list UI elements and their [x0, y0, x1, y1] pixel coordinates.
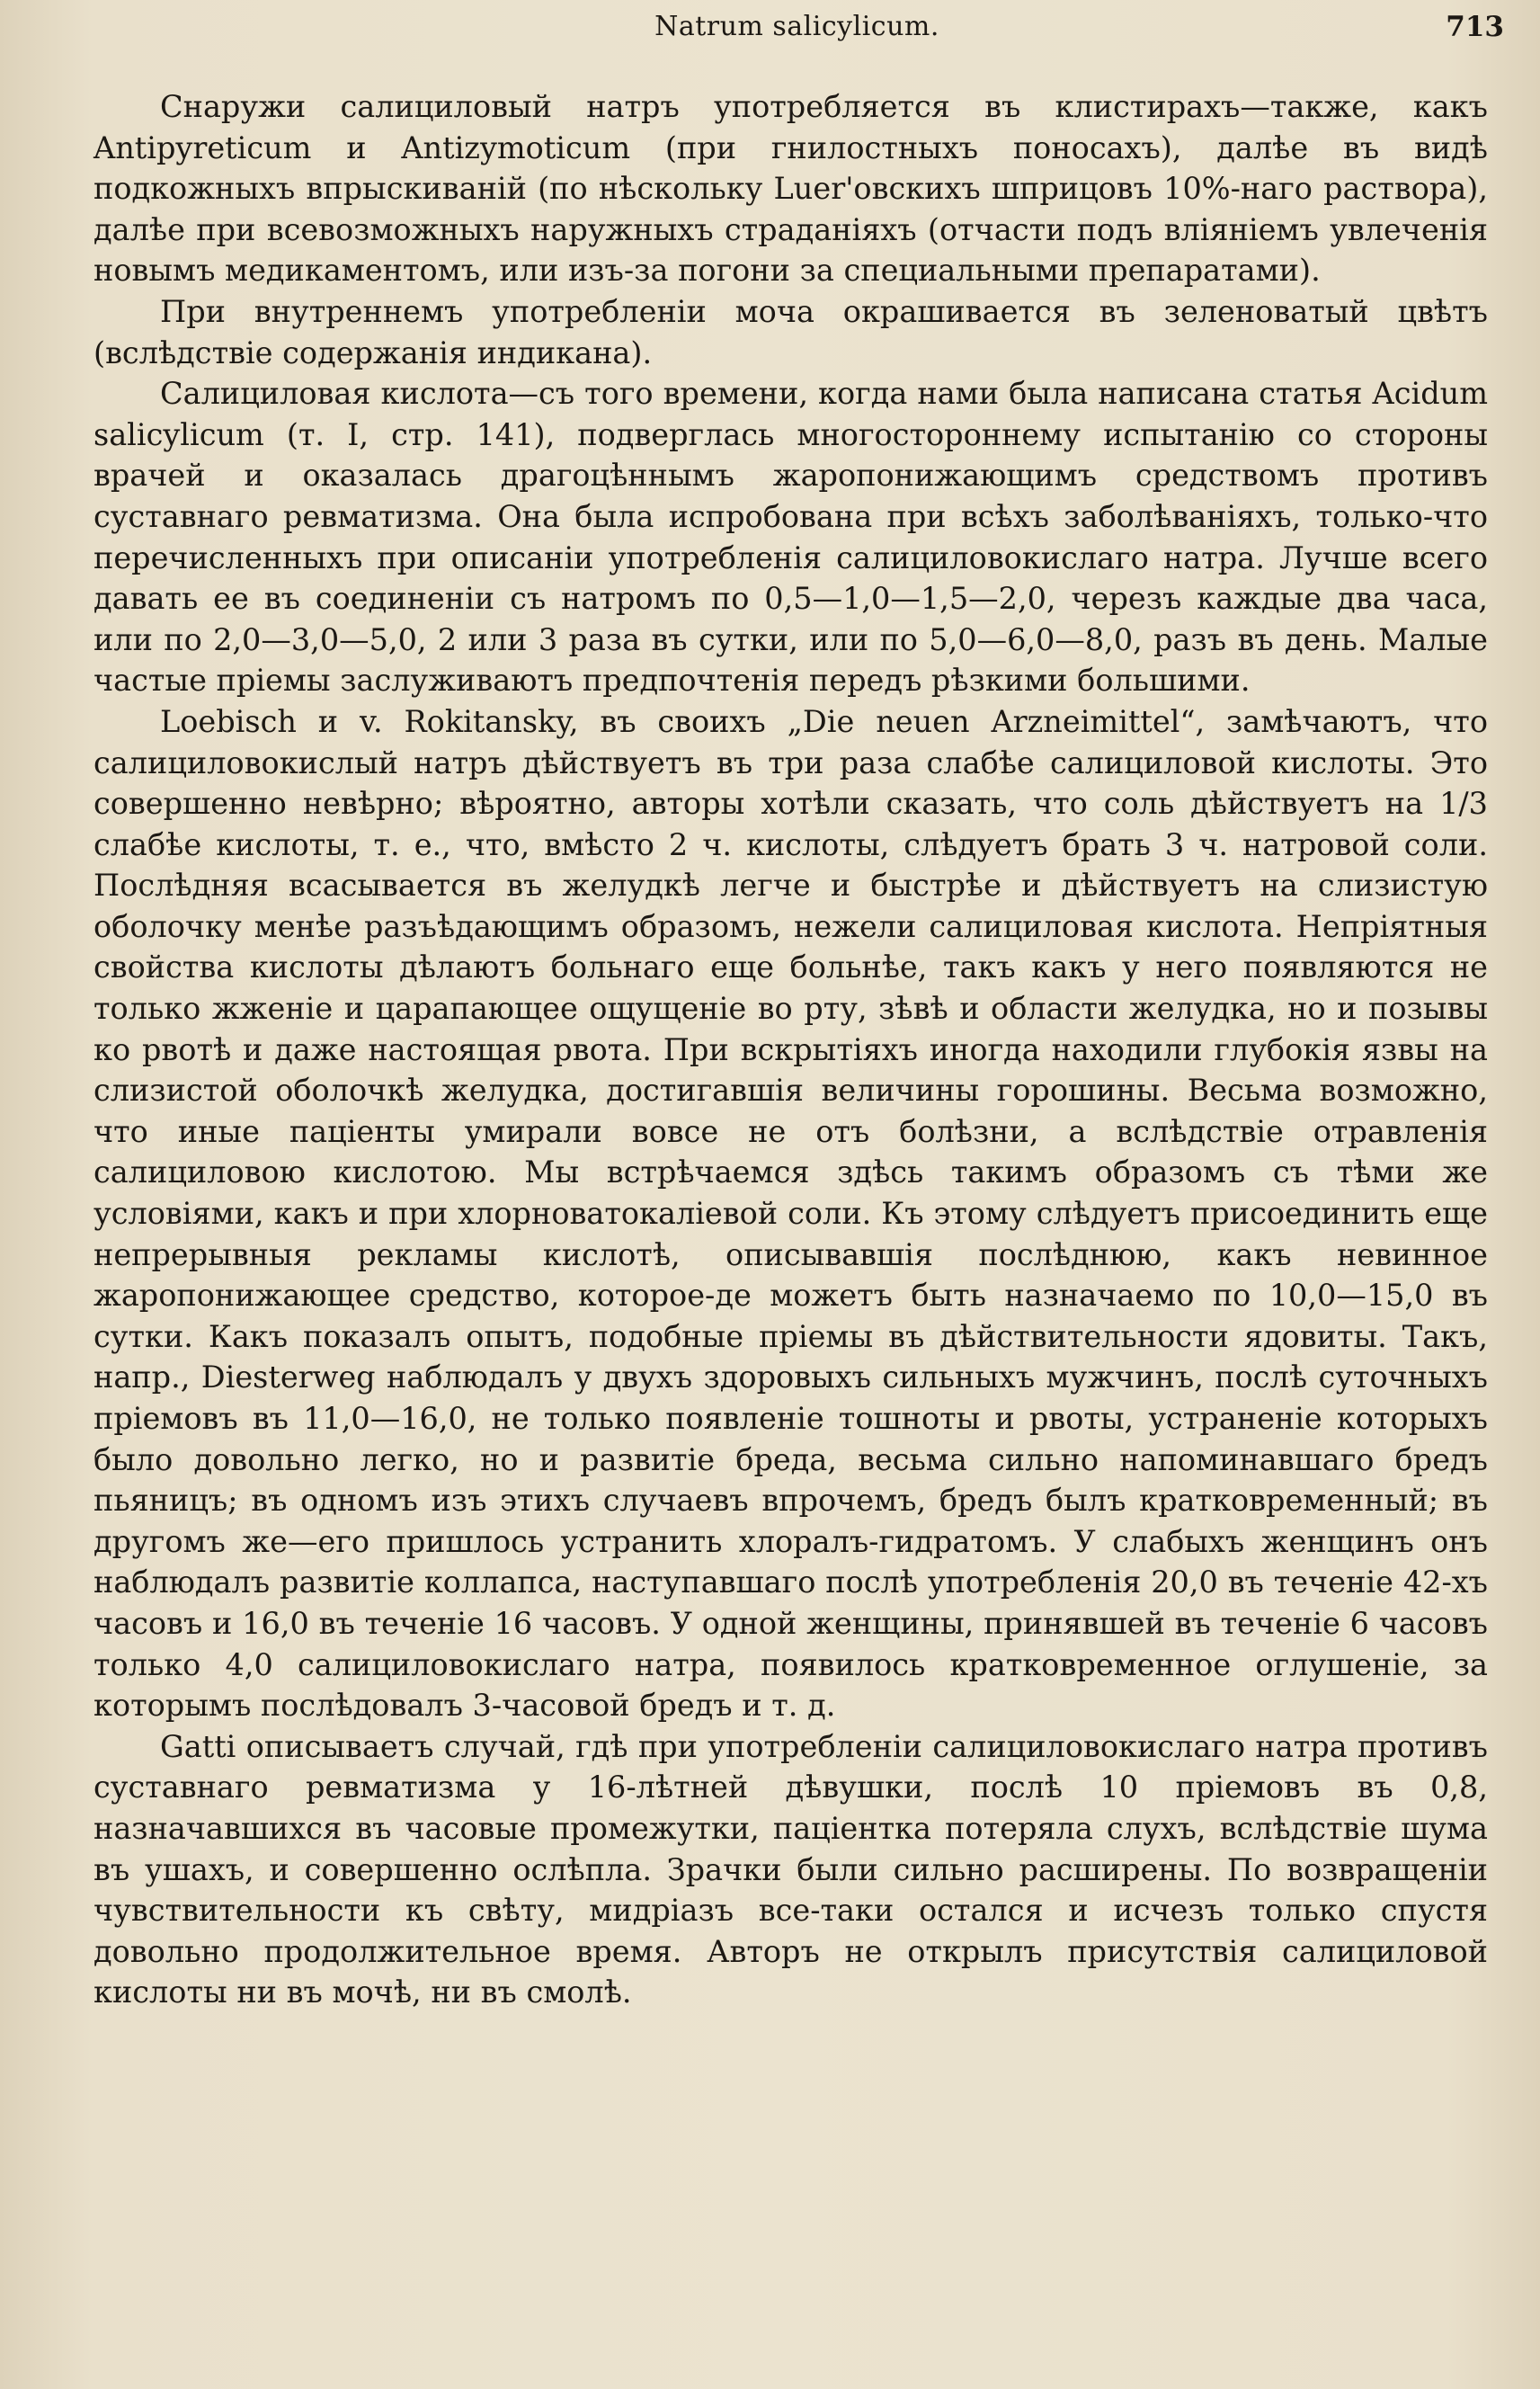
paragraph-loebisch-rokitansky: Loebisch и v. Rokitansky, въ своихъ „Die neuen Arzneimittel“, замѣчаютъ, что салициловокислый натръ дѣйствуетъ въ три раза слабѣе салициловой кислоты. Это совершенно невѣрно; вѣроятно, авторы хотѣли сказать, что соль дѣйствуетъ на 1/3 слабѣе кислоты, т. е., что, вмѣсто 2 ч. кислоты, слѣдуетъ брать 3 ч. натровой соли. Послѣдняя всасывается въ желудкѣ легче и быстрѣе и дѣйствуетъ на слизистую оболочку менѣе разъѣдающимъ образомъ, нежели салициловая кислота. Непріятныя свойства кислоты дѣлаютъ больнаго еще больнѣе, такъ какъ у него появляются не только жженіе и царапающее ощущеніе во рту, зѣвѣ и области желудка, но и позывы ко рвотѣ и даже настоящая рвота. При вскрытіяхъ иногда находили глубокія язвы на слизистой оболочкѣ желудка, достигавшія величины горошины. Весьма возможно, что иные паціенты умирали вовсе не отъ болѣзни, а вслѣдствіе отравленія салициловою кислотою. Мы встрѣчаемся здѣсь такимъ образомъ съ тѣми же условіями, какъ и при хлорноватокаліевой соли. Къ этому слѣдуетъ присоединить еще непрерывныя рекламы кислотѣ, описывавшія послѣднюю, какъ невинное жаропонижающее средство, которое-де можетъ быть назначаемо по 10,0—15,0 въ сутки. Какъ показалъ опытъ, подобные пріемы въ дѣйствительности ядовиты. Такъ, напр., Diesterweg наблюдалъ у двухъ здоровыхъ сильныхъ мужчинъ, послѣ суточныхъ пріемовъ въ 11,0—16,0, не только появленіе тошноты и рвоты, устраненіе которыхъ было довольно легко, но и развитіе бреда, весьма сильно напоминавшаго бредъ пьяницъ; въ одномъ изъ этихъ случаевъ впрочемъ, бредъ былъ кратковременный; въ другомъ же—его пришлось устранить хлоралъ-гидратомъ. У слабыхъ женщинъ онъ наблюдалъ развитіе коллапса, наступавшаго послѣ употребленія 20,0 въ теченіе 42-хъ часовъ и 16,0 въ теченіе 16 часовъ. У одной женщины, принявшей въ теченіе 6 часовъ только 4,0 салициловокислаго натра, появилось кратковременное оглушеніе, за которымъ послѣдовалъ 3-часовой бредъ и т. д. [93, 703, 1488, 1724]
page-header [90, 11, 1504, 47]
running-title: Natrum salicylicum. [654, 11, 939, 42]
paragraph-external-use: Снаружи салициловый натръ употребляется въ клистирахъ—также, какъ Antipyreticum и Antizymoticum (при гнилостныхъ поносахъ), далѣе въ видѣ подкожныхъ впрыскиваній (по нѣскольку Luer'овскихъ шприцовъ 10%-наго раствора), далѣе при всевозможныхъ наружныхъ страданіяхъ (отчасти подъ вліяніемъ увлеченія новымъ медикаментомъ, или изъ-за погони за специальными препаратами). [93, 89, 1488, 289]
paragraph-salicylic-acid: Салициловая кислота—съ того времени, когда нами была написана статья Acidum salicylicum (т. I, стр. 141), подверглась многостороннему испытанію со стороны врачей и оказалась драгоцѣннымъ жаропонижающимъ средствомъ противъ суставнаго ревматизма. Она была испробована при всѣхъ заболѣваніяхъ, только-что перечисленныхъ при описаніи употребленія салициловокислаго натра. Лучше всего давать ее въ соединеніи съ натромъ по 0,5—1,0—1,5—2,0, черезъ каждые два часа, или по 2,0—3,0—5,0, 2 или 3 раза въ сутки, или по 5,0—6,0—8,0, разъ въ день. Малые частые пріемы заслуживаютъ предпочтенія передъ рѣзкими большими. [93, 376, 1488, 699]
paragraph-gatti-case: Gatti описываетъ случай, гдѣ при употребленіи салициловокислаго натра противъ суставнаго ревматизма у 16-лѣтней дѣвушки, послѣ 10 пріемовъ въ 0,8, назначавшихся въ часовые промежутки, паціентка потеряла слухъ, вслѣдствіе шума въ ушахъ, и совершенно ослѣпла. Зрачки были сильно расширены. По возвращеніи чувствительности къ свѣту, мидріазъ все-таки остался и исчезъ только спустя довольно продолжительное время. Авторъ не открылъ присутствія салициловой кислоты ни въ мочѣ, ни въ смолѣ. [93, 1728, 1488, 2010]
page-number: 713 [1446, 11, 1504, 43]
paragraph-urine-color: При внутреннемъ употребленіи моча окрашивается въ зеленоватый цвѣтъ (вслѣдствіе содержанія индикана). [93, 293, 1488, 370]
body-text [93, 86, 1488, 2013]
